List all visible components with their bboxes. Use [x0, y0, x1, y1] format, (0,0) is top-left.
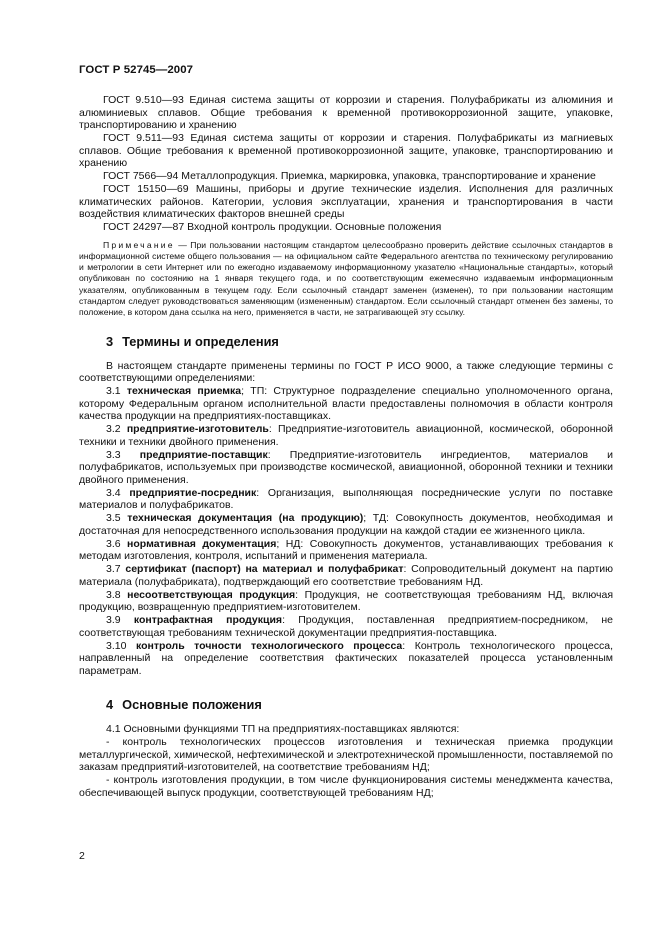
term-definition: ; ТД: Совокупность документов, необходимая и достаточная для непосредственного использования продукции на каждой стадии ее жизненного цикла. [79, 512, 613, 537]
term-name: несоответствующая продукция [127, 588, 296, 601]
term-3-8 [79, 589, 613, 614]
section-3-heading [79, 334, 613, 350]
document-header: ГОСТ Р 52745—2007 [79, 64, 194, 76]
reference-gost-9511: ГОСТ 9.511—93 Единая система защиты от коррозии и старения. Полуфабрикаты из магниевых сплавов. Общие требования к временной противокоррозионной защите, упаковке, транспортированию и хранению [79, 132, 613, 169]
term-number: 3.6 [106, 537, 121, 550]
term-number: 3.2 [106, 423, 121, 436]
term-3-2 [79, 423, 613, 448]
reference-gost-7566: ГОСТ 7566—94 Металлопродукция. Приемка, маркировка, упаковка, транспортирование и хранение [103, 170, 596, 182]
section-3-number: 3 [106, 333, 114, 349]
term-definition: : Продукция, поставленная предприятием-посредником, не соответствующая требованиям технической документации предприятия-поставщика. [79, 614, 614, 639]
reference-gost-9510: ГОСТ 9.510—93 Единая система защиты от коррозии и старения. Полуфабрикаты из алюминия и алюминиевых сплавов. Общие требования к временной противокоррозионной защите, упаковке, транспортированию и хранению [79, 94, 613, 131]
term-3-1 [79, 385, 613, 423]
term-3-9 [79, 614, 613, 639]
term-number: 3.7 [106, 563, 121, 576]
term-name: предприятие-поставщик [139, 448, 268, 461]
term-definition: : Предприятие-изготовитель ингредиентов, материалов и полуфабрикатов, используемых при производстве космической, авиационной, оборонной техники и техники двойного применения. [79, 448, 613, 486]
term-name: контроль точности технологического процесса [135, 639, 403, 652]
reference-gost-15150: ГОСТ 15150—69 Машины, приборы и другие технические изделия. Исполнения для различных климатических районов. Категории, условия эксплуатации, хранения и транспортирования в части воздействия климатических факторов внешней среды [79, 183, 613, 220]
term-3-5 [79, 512, 613, 537]
term-name: техническая документация (на продукцию) [127, 512, 364, 525]
term-3-7 [79, 563, 613, 588]
section-3-intro: В настоящем стандарте применены термины по ГОСТ Р ИСО 9000, а также следующие термины с соответствующими определениями: [79, 359, 613, 385]
term-name: сертификат (паспорт) на материал и полуфабрикат [125, 563, 404, 576]
reference-gost-24297: ГОСТ 24297—87 Входной контроль продукции. Основные положения [103, 221, 442, 233]
section-4-paragraph: 4.1 Основными функциями ТП на предприятиях-поставщиках являются: [106, 723, 460, 736]
section-4-list-item: - контроль изготовления продукции, в том числе функционирования системы менеджмента качества, обеспечивающей выпуск продукции, соответствующей требованиям НД; [79, 774, 613, 799]
note-paragraph [79, 240, 613, 319]
note-label: Примечание [103, 239, 175, 250]
term-number: 3.8 [106, 588, 121, 601]
term-name: техническая приемка [126, 385, 242, 398]
page-number: 2 [79, 850, 85, 862]
term-definition: ; НД: Совокупность документов, устанавливающих требования к методам изготовления, контроля, испытаний и применения материала. [79, 537, 614, 563]
term-number: 3.9 [106, 614, 121, 627]
term-3-3 [79, 449, 613, 487]
term-definition: : Организация, выполняющая посреднические услуги по поставке материалов и полуфабрикатов. [79, 486, 613, 512]
term-number: 3.4 [106, 486, 121, 499]
note-text: — При пользовании настоящим стандартом целесообразно проверить действие ссылочных стандартов в информационной системе общего пользования — на официальном сайте Федерального агентства по техническому регулированию и метрологии в сети Интернет или по ежегодно издаваемому информационному указателю «Национальные стандарты», который опубликован по состоянию на 1 января текущего года, и по соответствующим ежемесячно издаваемым информационным указателям, опубликованным в текущем году. Если ссылочный стандарт заменен (изменен), то при пользовании настоящим стандартом следует руководствоваться заменяющим (измененным) стандартом. Если ссылочный стандарт отменен без замены, то положение, в котором дана ссылка на него, применяется в части, не затрагивающей эту ссылку. [79, 239, 613, 318]
term-number: 3.3 [106, 448, 121, 461]
term-definition: ; ТП: Структурное подразделение специально уполномоченного органа, которому Федеральным органом исполнительной власти предоставлены полномочия в области контроля качества продукции на предприятиях-поставщиках. [79, 385, 614, 423]
term-name: контрафактная продукция [133, 614, 283, 627]
section-4-list-item: - контроль технологических процессов изготовления и техническая приемка продукции металлургической, химической, нефтехимической и электротехнической промышленности, поставляемой по заказам предприятий-изготовителей, на соответствие требованиям НД; [79, 736, 613, 774]
term-name: нормативная документация [127, 537, 277, 550]
page-body [79, 94, 613, 800]
term-number: 3.10 [106, 639, 127, 652]
term-name: предприятие-посредник [129, 486, 257, 499]
section-4-number: 4 [106, 697, 114, 713]
section-3-title: Термины и определения [122, 333, 279, 349]
term-3-6 [79, 538, 613, 563]
term-3-10 [79, 640, 613, 678]
term-definition: : Предприятие-изготовитель авиационной, космической, оборонной техники и техники двойного применения. [79, 423, 613, 448]
section-4-title: Основные положения [122, 697, 262, 713]
term-3-4 [79, 487, 613, 512]
term-name: предприятие-изготовитель [126, 423, 269, 436]
section-4-heading [79, 697, 613, 713]
term-number: 3.1 [106, 385, 121, 398]
term-definition: : Продукция, не соответствующая требованиям НД, включая продукцию, возвращенную предприятием-изготовителем. [79, 588, 614, 614]
term-number: 3.5 [106, 512, 121, 525]
term-definition: : Контроль технологического процесса, направленный на определение соответствия фактических показателей процесса установленным параметрам. [79, 639, 613, 677]
term-definition: : Сопроводительный документ на партию материала (полуфабриката), подтверждающий его соответствие требованиям НД. [79, 563, 613, 588]
